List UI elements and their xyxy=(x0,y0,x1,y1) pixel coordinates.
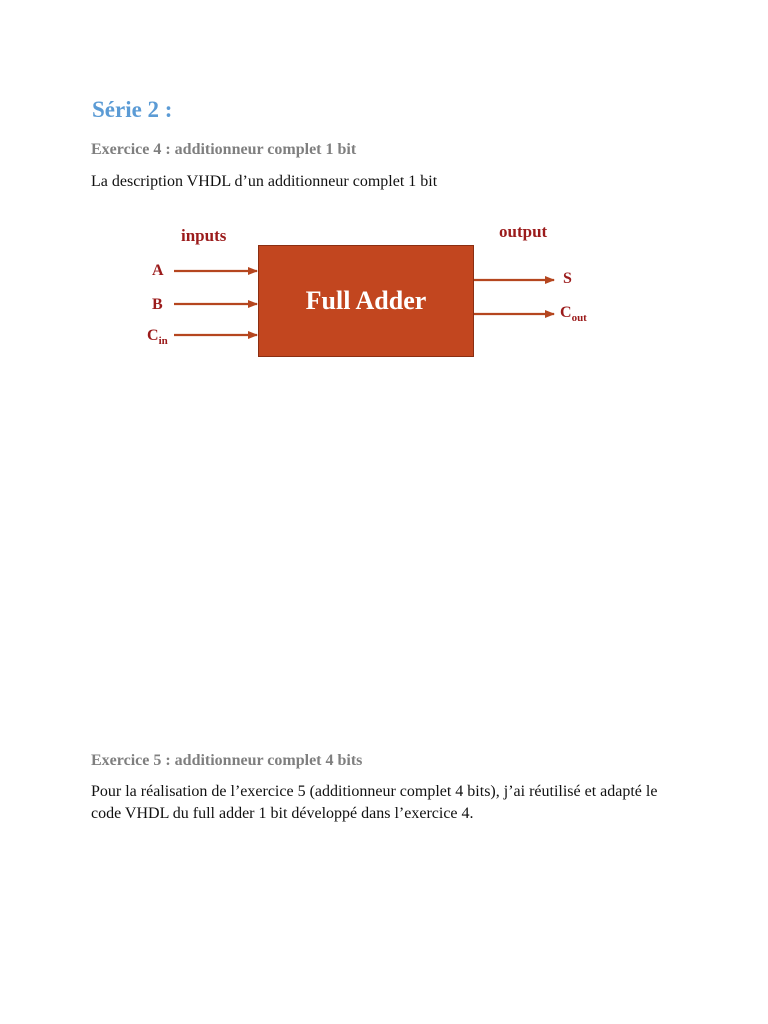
input-a-label: A xyxy=(152,262,164,279)
exercise-5-heading: Exercice 5 : additionneur complet 4 bits xyxy=(91,752,363,769)
exercise-4-heading: Exercice 4 : additionneur complet 1 bit xyxy=(91,141,357,158)
full-adder-label: Full Adder xyxy=(305,286,427,315)
full-adder-diagram xyxy=(130,215,630,375)
input-b-label: B xyxy=(152,296,163,313)
input-cin-label xyxy=(147,328,168,347)
output-label: output xyxy=(499,222,548,241)
exercise-4-text: La description VHDL d’un additionneur complet 1 bit xyxy=(91,173,438,190)
output-cout-main: C xyxy=(560,304,572,321)
exercise-5-text: Pour la réalisation de l’exercice 5 (additionneur complet 4 bits), j’ai réutilisé et adapté le code VHDL du full adder 1 bit développé dans l’exercice 4. xyxy=(91,783,658,822)
input-cin-subscript: in xyxy=(158,335,168,347)
output-cout-label xyxy=(560,305,587,324)
output-cout-subscript: out xyxy=(571,312,587,324)
inputs-label: inputs xyxy=(181,226,227,245)
serie-title: Série 2 : xyxy=(92,97,173,122)
output-s-label: S xyxy=(563,270,572,287)
full-adder-block xyxy=(258,245,474,357)
input-cin-main: C xyxy=(147,327,159,344)
